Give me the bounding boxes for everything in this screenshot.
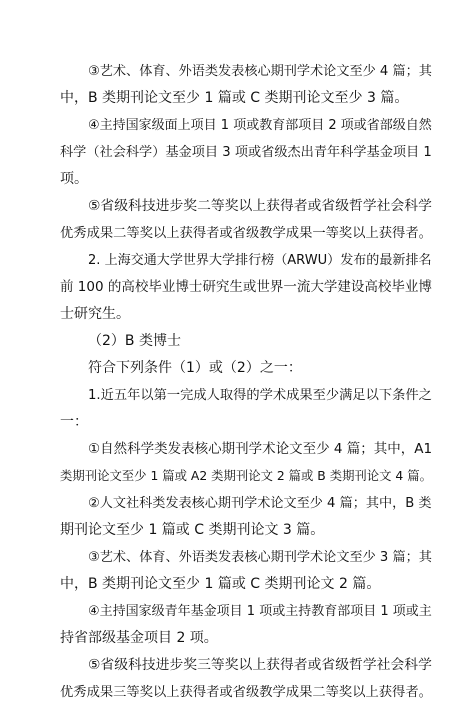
- text-line: ④主持国家级青年基金项目 1 项或主持教育部项目 1 项或主: [88, 604, 432, 619]
- text-line: 期刊论文至少 1 篇或 C 类期刊论文 3 篇。: [60, 522, 325, 538]
- text-line: 项。: [60, 171, 88, 187]
- text-line: 中，B 类期刊论文至少 1 篇或 C 类期刊论文至少 3 篇。: [60, 90, 409, 106]
- text-line: ③艺术、体育、外语类发表核心期刊学术论文至少 3 篇；其: [88, 550, 432, 565]
- text-line: 符合下列条件（1）或（2）之一：: [88, 360, 302, 376]
- document-body: [60, 58, 432, 706]
- text-line: ①自然科学类发表核心期刊学术论文至少 4 篇；其中，A1: [88, 441, 433, 457]
- text-line: 士研究生。: [60, 306, 130, 322]
- text-line: 持省部级基金项目 2 项。: [60, 630, 218, 646]
- text-line: 科学（社会科学）基金项目 3 项或省级杰出青年科学基金项目 1: [60, 145, 432, 160]
- text-line: 一：: [60, 414, 88, 430]
- text-line: ⑤省级科技进步奖二等奖以上获得者或省级哲学社会科学: [88, 198, 432, 214]
- text-line: （2）B 类博士: [88, 333, 181, 349]
- text-line: 2. 上海交通大学世界大学排行榜（ARWU）发布的最新排名: [88, 253, 432, 268]
- text-line: ③艺术、体育、外语类发表核心期刊学术论文至少 4 篇；其: [88, 64, 432, 79]
- text-line: 优秀成果三等奖以上获得者或省级教学成果二等奖以上获得者。: [60, 685, 432, 700]
- text-line: ②人文社科类发表核心期刊学术论文至少 4 篇；其中，B 类: [88, 496, 432, 511]
- text-line: 中，B 类期刊论文至少 1 篇或 C 类期刊论文 2 篇。: [60, 576, 381, 592]
- text-line: 优秀成果二等奖以上获得者或省级教学成果一等奖以上获得者。: [60, 226, 432, 241]
- text-line: 1.近五年以第一完成人取得的学术成果至少满足以下条件之: [88, 388, 432, 403]
- text-line: 类期刊论文至少 1 篇或 A2 类期刊论文 2 篇或 B 类期刊论文 4 篇。: [60, 469, 432, 483]
- text-line: 前 100 的高校毕业博士研究生或世界一流大学建设高校毕业博: [60, 279, 432, 295]
- text-line: ④主持国家级面上项目 1 项或教育部项目 2 项或省部级自然: [88, 118, 432, 133]
- text-line: ⑤省级科技进步奖三等奖以上获得者或省级哲学社会科学: [88, 657, 432, 673]
